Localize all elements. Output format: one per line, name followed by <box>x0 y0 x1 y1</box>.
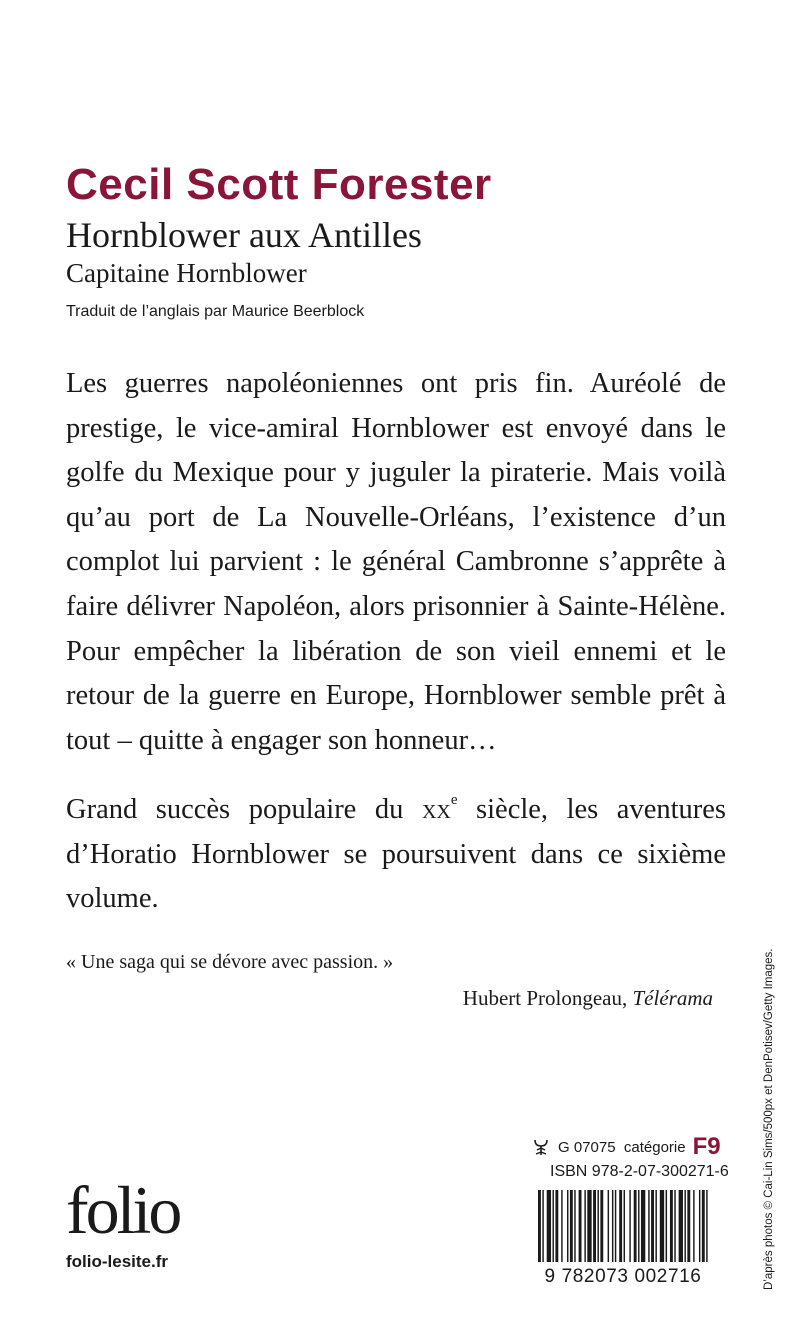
barcode-bar <box>574 1190 575 1262</box>
barcode-bar <box>624 1190 625 1262</box>
review-publication: Télérama <box>632 986 713 1010</box>
barcode-bar <box>615 1190 616 1262</box>
category-label: catégorie <box>623 1138 686 1156</box>
barcode-bar <box>648 1190 649 1262</box>
barcode-bar <box>679 1190 683 1262</box>
category-code: F9 <box>692 1133 721 1160</box>
century-suffix: e <box>450 792 458 808</box>
barcode-bar <box>584 1190 585 1262</box>
barcode-bar <box>687 1190 690 1262</box>
barcode-bar <box>641 1190 645 1262</box>
barcode-digits: 9 782073 002716 <box>544 1266 702 1286</box>
barcode-bar <box>634 1190 637 1262</box>
publisher-website: folio-lesite.fr <box>66 1252 169 1271</box>
barcode <box>528 1190 718 1286</box>
catalog-line <box>532 1133 721 1161</box>
century-numeral: xx <box>421 794 451 825</box>
catalog-number: G 07075 <box>558 1138 616 1156</box>
blurb-paragraph-2 <box>66 788 726 922</box>
barcode-bar <box>702 1190 705 1262</box>
isbn-number: ISBN 978-2-07-300271-6 <box>550 1163 729 1180</box>
blurb-paragraph-2-end: siècle, les aventures d’Horatio Hornblower se poursuivent dans ce sixième volume. <box>66 794 727 915</box>
barcode-bar <box>674 1190 675 1262</box>
barcode-bar <box>670 1190 673 1262</box>
blurb-paragraph-2-start: Grand succès populaire du <box>66 794 422 825</box>
barcode-bar <box>553 1190 554 1262</box>
barcode-bar <box>706 1190 707 1262</box>
barcode-bar <box>597 1190 598 1262</box>
barcode-bars <box>538 1190 708 1262</box>
barcode-bar <box>547 1190 551 1262</box>
barcode-bar <box>612 1190 613 1262</box>
barcode-bar <box>660 1190 664 1262</box>
barcode-bar <box>638 1190 639 1262</box>
reviewer-name: Hubert Prolongeau, <box>462 986 633 1010</box>
barcode-bar <box>587 1190 591 1262</box>
barcode-bar <box>655 1190 656 1262</box>
review-quote: « Une saga qui se dévore avec passion. » <box>66 951 394 973</box>
barcode-bar <box>651 1190 654 1262</box>
barcode-bar <box>538 1190 541 1262</box>
fsc-mark-icon <box>532 1137 550 1157</box>
barcode-bar <box>542 1190 543 1262</box>
book-title: Hornblower aux Antilles <box>66 215 422 255</box>
barcode-bar <box>666 1190 667 1262</box>
barcode-bar <box>629 1190 630 1262</box>
blurb-paragraph-1: Les guerres napoléoniennes ont pris fin. Auréolé de prestige, le vice-amiral Hornblower est envoyé dans le golfe du Mexique pour y juguler la piraterie. Mais voilà qu’au port de La Nouvelle-Orléans, l’existence d’un complot lui parvient : le général Cambronne s’apprête à faire délivrer Napoléon, alors prisonnier à Sainte-Hélène. Pour empêcher la libération de son vieil ennemi et le retour de la guerre en Europe, Hornblower semble prêt à tout – quitte à engager son honneur… <box>66 368 726 756</box>
translator-credit: Traduit de l’anglais par Maurice Beerblock <box>66 303 365 320</box>
author-name: Cecil Scott Forester <box>66 160 492 209</box>
barcode-bar <box>567 1190 568 1262</box>
barcode-bar <box>684 1190 685 1262</box>
barcode-bar <box>570 1190 573 1262</box>
barcode-bar <box>619 1190 622 1262</box>
barcode-bar <box>600 1190 603 1262</box>
barcode-bar <box>593 1190 596 1262</box>
barcode-bar <box>608 1190 609 1262</box>
barcode-bar <box>699 1190 700 1262</box>
book-subtitle: Capitaine Hornblower <box>66 258 307 288</box>
review-source <box>463 986 713 1011</box>
barcode-bar <box>555 1190 558 1262</box>
folio-logo: folio <box>66 1172 180 1248</box>
barcode-bar <box>693 1190 694 1262</box>
barcode-bar <box>561 1190 562 1262</box>
barcode-bar <box>579 1190 582 1262</box>
photo-credit: D’après photos © Cai-Lin Sims/500px et DenPotisev/Getty Images. <box>763 948 775 1290</box>
